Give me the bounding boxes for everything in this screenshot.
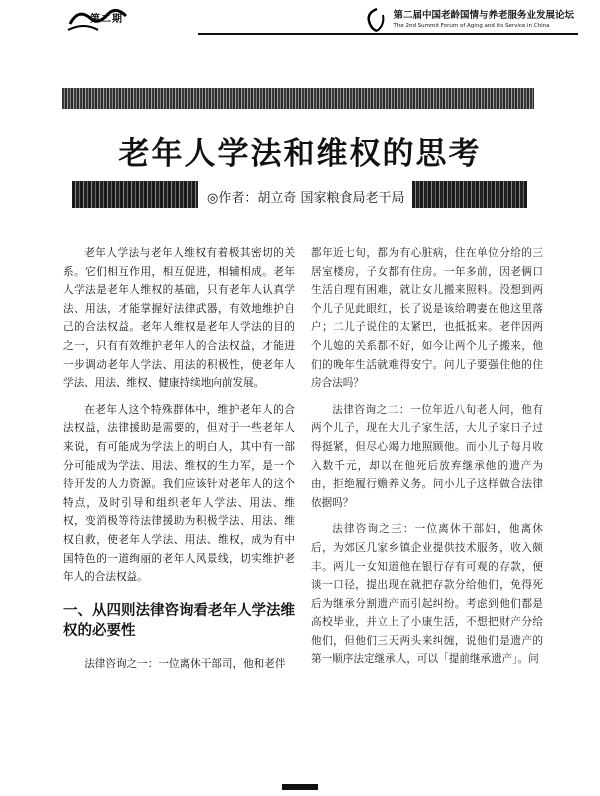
conference-title: 第二届中国老龄国情与养老服务业发展论坛 <box>393 10 574 21</box>
paragraph: 法律咨询之二：一位年近八旬老人问，他有两个儿子，现在大儿子家生活，大儿子家日子过得挺紧，但尽心竭力地照顾他。而小儿子每月收入数千元，却以在他死后放弃继承他的遗产为由，拒绝履行赡养义务。问小儿子这样做合法律依据吗？ <box>311 403 543 509</box>
conference-header <box>393 7 574 29</box>
page-header <box>0 0 600 40</box>
paragraph: 在老年人这个特殊群体中，维护老年人的合法权益，法律援助是需要的，但对于一些老年人来说，有可能成为学法上的明白人，其中有一部分可能成为学法、用法、维权的生力军，是一个待开发的人力资源。我们应该针对老年人的这个特点，及时引导和组织老年人学法、用法、维权，变消极等待法律援助为积极学法、用法、维权自救，使老年人学法、用法、维权，成为有中国特色的一道绚丽的老年人风景线，切实维护老年人的合法权益。 <box>63 403 295 584</box>
conference-emblem-icon <box>365 7 389 33</box>
paragraph: 都年近七旬，都为有心脏病，住在单位分给的三居室楼房，子女都有住房。一年多前，因老俩口生活自理有困难，就让女儿搬来照料。没想到两个儿子见此眼红，长了说是该给聘妻在他这里落户；二儿子说住的太紧巴，也抵抵来。老伴因两个儿媳的关系都不好，如今让两个儿子搬来，他们的晚年生活就难得安宁。问儿子要强住他的住房合法吗？ <box>311 247 543 390</box>
article-title: 老年人学法和维权的思考 <box>118 136 482 172</box>
section-heading: 一、从四则法律咨询看老年人学法维权的必要性 <box>63 602 295 639</box>
right-column <box>311 244 543 677</box>
paragraph: 法律咨询之一：一位离休干部司，他和老伴 <box>84 657 286 670</box>
page-footer-mark <box>282 784 318 790</box>
paragraph: 老年人学法与老年人维权有着极其密切的关系。它们相互作用，相互促进，相辅相成。老年人学法是老年人维权的基础，只有老年人认真学法、用法，才能掌握好法律武器，有效地维护自己的合法权益。老年人维权是老年人学法的目的之一，只有有效维护老年人的合法权益，才能进一步调动老年人学法、用法的积极性，使老年人学法、用法、维权、健康持续地向前发展。 <box>63 247 295 390</box>
header-rule <box>198 33 578 35</box>
paragraph: 法律咨询之三：一位离休干部妇，他离休后，为郊区几家乡镇企业提供技术服务，收入颇丰。两儿一女知道他在银行存有可观的存款，便谈一口径，提出现在就把存款分给他们，免得死后为继承分割遗产而引起纠纷。考虑到他们都是高校毕业，并立上了小康生活，不想把财产分给他们，但他们三天两头来纠缠，说他们是遗产的第一顺序法定继承人，可以「提前继承遗产」。问 <box>311 523 543 666</box>
logo-text: 第二期 <box>90 14 123 25</box>
byline-decor-right <box>412 181 527 208</box>
conference-subtitle: The 2nd Summit Forum of Aging and its Service in China <box>393 23 550 29</box>
author-byline: ◎作者：胡立奇 国家粮食局老干局 <box>207 191 405 206</box>
decorative-banner <box>62 88 534 109</box>
byline-decor-left <box>72 181 198 208</box>
left-column <box>63 244 295 673</box>
